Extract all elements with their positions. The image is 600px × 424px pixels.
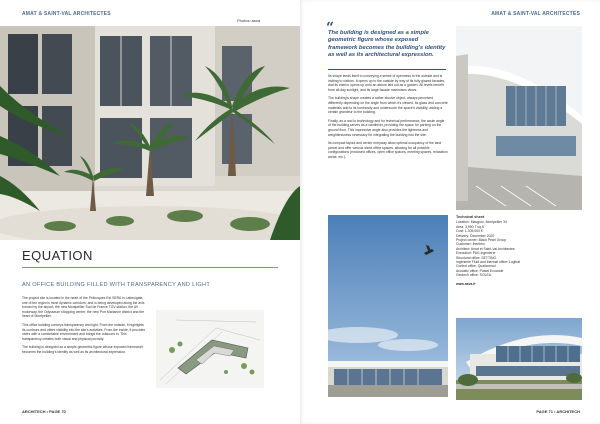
tech-sheet-line: Geotech office: SOLEA: [456, 273, 491, 278]
photo-credit: Photos: asva: [237, 18, 261, 23]
tech-sheet-line: Project owner: Black Pearl Group: [456, 238, 507, 243]
technical-sheet: [456, 215, 582, 286]
building-facade-art: [456, 26, 582, 210]
tech-sheet-line: Cost: 1,305,000 €: [456, 229, 483, 234]
body-paragraph: The project site is located in the heart of the Pélicoques Est SERA in Lattes/gate, one of the region's most dynamic corridors, and is being developed along the axis formed by the airport, the new Montpellier Sud de France TGV station, the A9 motorway, the Odysseum shopping center, the new Port Marianne district and the heart of Montpellier.: [22, 296, 145, 319]
article-title: EQUATION: [22, 248, 93, 263]
body-paragraph: The building's shape creates a rather elusive object, always perceived differently depending on the angle from which it's viewed. Its glass and concrete materials add to its luminosity and underscore the space's visibility, adding a certain grandeur to the building.: [328, 96, 448, 115]
left-header: AMAT & SAINT-VAL ARCHITECTES: [22, 11, 111, 17]
sky-plane-photo: [328, 215, 448, 397]
title-divider: [22, 267, 278, 268]
courtyard-photo: [0, 26, 300, 240]
tech-sheet-line: Acoustic office: Pastel Ecoande: [456, 268, 504, 273]
article-subtitle: AN OFFICE BUILDING FILLED WITH TRANSPARENCY AND LIGHT: [22, 282, 211, 288]
building-side-art: [456, 318, 582, 400]
right-header: AMAT & SAINT-VAL ARCHITECTES: [491, 11, 580, 17]
right-body-column: [328, 74, 448, 164]
right-page: [300, 0, 600, 424]
tech-sheet-line: Location: Mauguio, Montpellier 34: [456, 220, 507, 225]
building-side-photo: [456, 318, 582, 400]
sky-plane-art: [328, 215, 448, 397]
quote-divider: [328, 69, 446, 70]
tech-sheet-line: Customer: Inertimo: [456, 242, 485, 247]
site-plan-image: [156, 310, 264, 388]
left-body-column: [22, 296, 146, 359]
building-facade-photo: [456, 26, 582, 210]
left-footer: ARCHITECH • PAGE 70: [22, 409, 66, 414]
tech-sheet-line: Structural office: SETTING: [456, 255, 497, 260]
tech-sheet-line: Delivery: December 2020: [456, 233, 495, 238]
quote-mark-icon: “: [326, 20, 335, 36]
body-paragraph: Its shape lends itself to conveying a sense of openness to the outside and is inviting to visitors. It opens up to the outside by way of its fully glazed facades, and its interior opens up onto an atrium laid out as a garden. All levels benefit from all-day sunlight, and its large facade maximises views.: [328, 74, 446, 92]
right-footer: PAGE 71 • ARCHITECH: [536, 409, 580, 414]
tech-sheet-line: Ingénierie Fluid and thermal office: Logibat: [456, 260, 521, 265]
website-link[interactable]: www.asva.fr: [456, 281, 476, 286]
body-paragraph: The building is designed as a simple geometric figure whose exposed framework becomes the building's identity as well as its architectural expression.: [22, 345, 144, 354]
tech-sheet-line: Architect: Amat et Saint-Val Architectes: [456, 246, 515, 251]
tech-sheet-line: Control office: Qualiconsul: [456, 264, 496, 269]
pull-quote: The building is designed as a simple geometric figure whose exposed framework becomes the building's identity as well as its architectural expression.: [328, 30, 446, 59]
body-paragraph: Finally, as a nod to technology and for technical performance, the acute angle of the building serves as a cantilever, providing the space for parking on the ground floor. This impressive angle also provides the lightness and weightlessness necessary for integrating the building into the site.: [328, 118, 445, 137]
site-plan-art: [156, 310, 264, 388]
tech-sheet-line: Execution: PAG ingénierie: [456, 251, 496, 256]
tech-sheet-heading: Technical sheet: [456, 215, 485, 219]
courtyard-photo-art: [0, 26, 300, 240]
tech-sheet-line: Area: 3,990.7 sq.ft: [456, 224, 484, 229]
body-paragraph: Its compact layout and center entryway allow optimal occupancy of the land parcel and offer various sized office spaces, allowing for all possible configurations (enclosed offices, open office spaces, meeting spaces, relaxation areas, etc.).: [328, 141, 448, 159]
body-paragraph: This office building conveys transparency and light. From the outside, it highlights its contours and offers visibility into the site's activities. From the inside, it provides users with a comfortable environment and brings the outdoors in. This transparency creates both visual and physical porosity.: [22, 322, 146, 341]
